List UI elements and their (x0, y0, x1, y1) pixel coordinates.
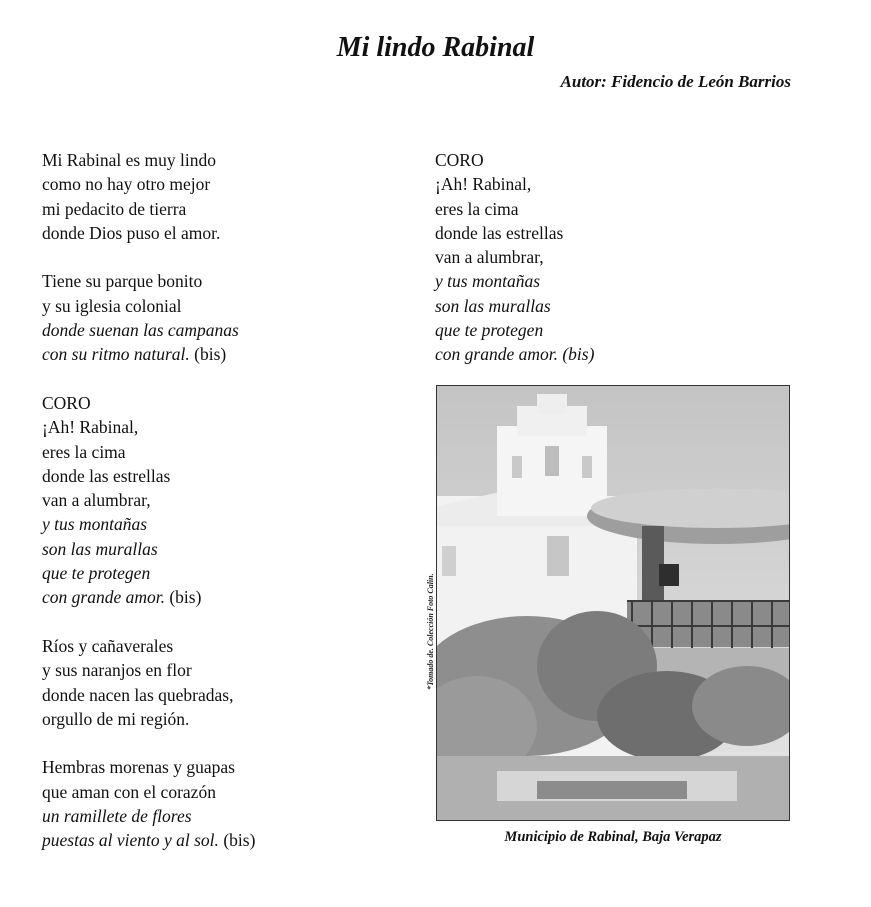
rabinal-photo (436, 385, 790, 821)
verse-line: donde las estrellas (435, 222, 564, 243)
stanza-2 (42, 269, 372, 366)
verse-line: van a alumbrar, (435, 247, 544, 268)
verse-line: donde las estrellas (42, 465, 171, 486)
verse-line-italic: que te protegen (42, 563, 151, 584)
verse-line: orgullo de mi región. (42, 708, 190, 729)
verse-line: mi pedacito de tierra (42, 198, 187, 219)
verse-line-italic: son las murallas (435, 295, 551, 316)
verse-line: donde nacen las quebradas, (42, 684, 234, 705)
verse-line: ¡Ah! Rabinal, (435, 174, 532, 195)
author-line: Autor: Fidencio de León Barrios (560, 72, 791, 91)
verse-line-with-bis (42, 585, 372, 609)
verse-line: que aman con el corazón (42, 781, 216, 802)
verse-line: ¡Ah! Rabinal, (42, 417, 139, 438)
photo-credit: *Tomado de. Colección Foto Calin. (426, 573, 435, 690)
verse-line: van a alumbrar, (42, 490, 151, 511)
verse-line-italic: con grande amor. (bis) (435, 344, 595, 365)
verse-line: como no hay otro mejor (42, 174, 211, 195)
verse-text-italic: puestas al viento y al sol. (42, 830, 219, 851)
bis-marker: (bis) (189, 344, 227, 365)
verse-text-italic: con grande amor. (42, 587, 165, 608)
verse-line-italic: son las murallas (42, 538, 158, 559)
verse-line: eres la cima (42, 441, 126, 462)
photo-caption: Municipio de Rabinal, Baja Verapaz (504, 829, 722, 845)
coro-heading: CORO (42, 392, 91, 413)
verse-text-italic: con su ritmo natural. (42, 344, 190, 365)
verse-line-with-bis (42, 342, 372, 366)
verse-line: y su iglesia colonial (42, 295, 182, 316)
verse-line-italic: un ramillete de flores (42, 806, 192, 827)
verse-line: Tiene su parque bonito (42, 271, 203, 292)
right-column (435, 148, 775, 391)
verse-line-with-bis (42, 828, 372, 852)
coro-right (435, 148, 775, 367)
coro-left (42, 391, 372, 610)
verse-line: eres la cima (435, 198, 519, 219)
verse-line: Ríos y cañaverales (42, 635, 174, 656)
bis-marker: (bis) (218, 830, 256, 851)
verse-line: donde Dios puso el amor. (42, 222, 221, 243)
stanza-3 (42, 634, 372, 731)
verse-line-italic: y tus montañas (42, 514, 147, 535)
verse-line: Mi Rabinal es muy lindo (42, 150, 217, 170)
verse-line: y sus naranjos en flor (42, 660, 192, 681)
bis-marker: (bis) (164, 587, 202, 608)
verse-line-italic: donde suenan las campanas (42, 320, 239, 341)
stanza-1 (42, 148, 372, 245)
verse-line: Hembras morenas y guapas (42, 757, 235, 778)
left-column (42, 148, 372, 877)
poem-title: Mi lindo Rabinal (336, 32, 535, 63)
coro-heading: CORO (435, 150, 484, 170)
photo-illustration (437, 386, 789, 820)
verse-line-italic: que te protegen (435, 320, 544, 341)
verse-line-italic: y tus montañas (435, 271, 540, 292)
stanza-4 (42, 755, 372, 852)
